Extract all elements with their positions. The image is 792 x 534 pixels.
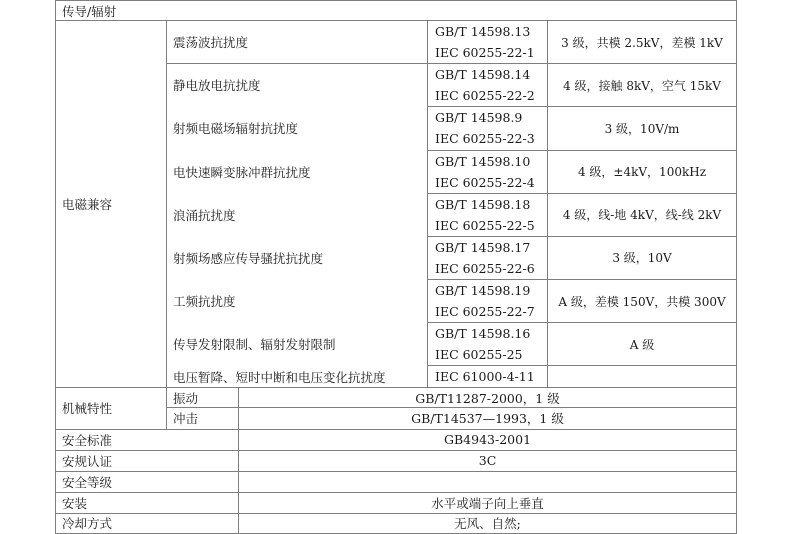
standard-cell [428, 64, 548, 107]
test-name: 振动 [167, 388, 239, 408]
test-value: GB/T14537—1993，1 级 [239, 408, 737, 429]
spec-table [55, 0, 737, 534]
section-title: 传导/辐射 [56, 1, 737, 21]
standard-gb: GB/T 14598.19 [435, 283, 531, 299]
standard-cell [428, 193, 548, 236]
test-name: 射频场感应传导骚扰抗扰度 [167, 236, 428, 279]
row-label: 安全等级 [56, 471, 239, 492]
test-name: 工频抗扰度 [167, 280, 428, 323]
standard-cell [428, 236, 548, 279]
emc-category-label: 电磁兼容 [56, 21, 167, 388]
standard-gb: GB/T 14598.16 [435, 326, 531, 342]
row-value: 无风、自然; [239, 513, 737, 533]
test-level: 3 级，共模 2.5kV，差模 1kV [548, 21, 737, 64]
test-level: 4 级，接触 8kV，空气 15kV [548, 64, 737, 107]
test-level: 4 级，±4kV，100kHz [548, 150, 737, 193]
mechanical-category-label: 机械特性 [56, 388, 167, 429]
standard-iec: IEC 60255-25 [435, 347, 523, 363]
test-name: 电压暂降、短时中断和电压变化抗扰度 [167, 366, 428, 388]
standard-cell [428, 323, 548, 366]
standard-gb: GB/T 14598.14 [435, 67, 531, 83]
section-header-row [56, 1, 737, 21]
row-value: 水平或端子向上垂直 [239, 492, 737, 513]
test-level: 3 级，10V/m [548, 107, 737, 150]
test-level: A 级 [548, 323, 737, 366]
standard-iec: IEC 60255-22-3 [435, 131, 535, 147]
standard-cell [428, 280, 548, 323]
test-level: 3 级，10V [548, 236, 737, 279]
standard-cell [428, 366, 548, 388]
table-row [56, 388, 737, 408]
row-label: 安装 [56, 492, 239, 513]
test-value: GB/T11287-2000，1 级 [239, 388, 737, 408]
standard-gb: GB/T 14598.10 [435, 153, 531, 169]
standard-iec: IEC 60255-22-2 [435, 88, 535, 104]
row-label: 安规认证 [56, 450, 239, 471]
row-value: GB4943-2001 [239, 429, 737, 450]
standard-cell [428, 150, 548, 193]
standard-cell [428, 107, 548, 150]
row-label: 安全标准 [56, 429, 239, 450]
test-name: 电快速瞬变脉冲群抗扰度 [167, 150, 428, 193]
standard-iec: IEC 60255-22-6 [435, 260, 535, 276]
standard-gb: GB/T 14598.13 [435, 24, 531, 40]
test-level: A 级，差模 150V，共模 300V [548, 280, 737, 323]
test-name: 传导发射限制、辐射发射限制 [167, 323, 428, 366]
row-label: 冷却方式 [56, 513, 239, 533]
standard-cell [428, 21, 548, 64]
test-name: 冲击 [167, 408, 239, 429]
table-row [56, 450, 737, 471]
standard-iec: IEC 61000-4-11 [435, 369, 535, 385]
test-name: 射频电磁场辐射抗扰度 [167, 107, 428, 150]
test-name: 静电放电抗扰度 [167, 64, 428, 107]
table-row [56, 513, 737, 533]
standard-iec: IEC 60255-22-5 [435, 217, 535, 233]
standard-iec: IEC 60255-22-1 [435, 45, 535, 61]
test-level [548, 366, 737, 388]
row-value [239, 471, 737, 492]
table-row [56, 21, 737, 64]
standard-gb: GB/T 14598.9 [435, 110, 523, 126]
table-row [56, 471, 737, 492]
standard-gb: GB/T 14598.17 [435, 239, 531, 255]
test-name: 浪涌抗扰度 [167, 193, 428, 236]
table-row [56, 492, 737, 513]
test-name: 震荡波抗扰度 [167, 21, 428, 64]
table-row [56, 429, 737, 450]
test-level: 4 级，线-地 4kV，线-线 2kV [548, 193, 737, 236]
standard-iec: IEC 60255-22-7 [435, 304, 535, 320]
standard-gb: GB/T 14598.18 [435, 196, 531, 212]
standard-iec: IEC 60255-22-4 [435, 174, 535, 190]
row-value: 3C [239, 450, 737, 471]
